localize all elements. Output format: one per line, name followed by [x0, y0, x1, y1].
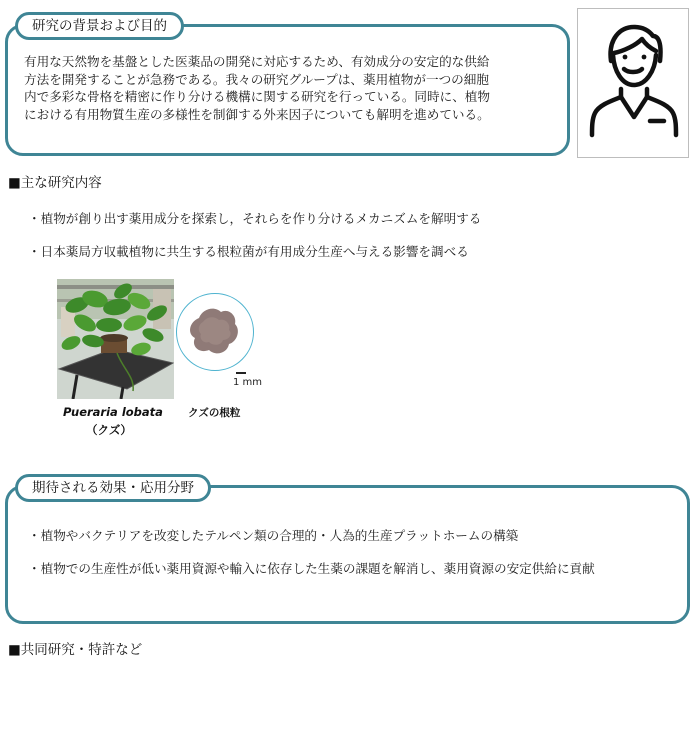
main-research-item-1: ・植物が創り出す薬用成分を探索し，それらを作り分けるメカニズムを解明する [28, 211, 482, 226]
effects-item-1: ・植物やバクテリアを改変したテルペン類の合理的・人為的生産プラットホームの構築 [28, 528, 519, 543]
plant-photo [57, 279, 174, 399]
plant-caption-jp: （クズ） [86, 423, 132, 437]
main-research-heading: ■主な研究内容 [8, 175, 102, 191]
plant-caption-latin: Pueraria lobata [63, 405, 163, 419]
scale-label: 1 mm [233, 377, 263, 388]
person-icon [578, 9, 688, 157]
effects-box [5, 485, 690, 624]
root-nodule-image [176, 293, 254, 371]
effects-item-2: ・植物での生産性が低い薬用資源や輸入に依存した生薬の課題を解消し、薬用資源の安定供給に貢献 [28, 561, 595, 576]
scale-bar [236, 372, 246, 374]
background-line-3: 内で多彩な骨格を精密に作り分ける機構に関する研究を行っている。同時に、植物 [24, 89, 490, 104]
background-tab: 研究の背景および目的 [15, 12, 184, 40]
background-line-4: における有用物質生産の多様性を制御する外来因子についても解明を進めている。 [24, 106, 490, 122]
nodule-caption: クズの根粒 [188, 407, 241, 419]
main-research-item-2: ・日本薬局方収載植物に共生する根粒菌が有用成分生産へ与える影響を調べる [28, 244, 469, 259]
effects-tab: 期待される効果・応用分野 [15, 474, 211, 502]
background-line-2: 方法を開発することが急務である。我々の研究グループは、薬用植物が一つの細胞 [24, 71, 489, 87]
collab-heading: ■共同研究・特許など [8, 642, 143, 658]
background-line-1: 有用な天然物を基盤とした医薬品の開発に対応するため、有効成分の安定的な供給 [24, 54, 490, 69]
avatar [577, 8, 689, 158]
